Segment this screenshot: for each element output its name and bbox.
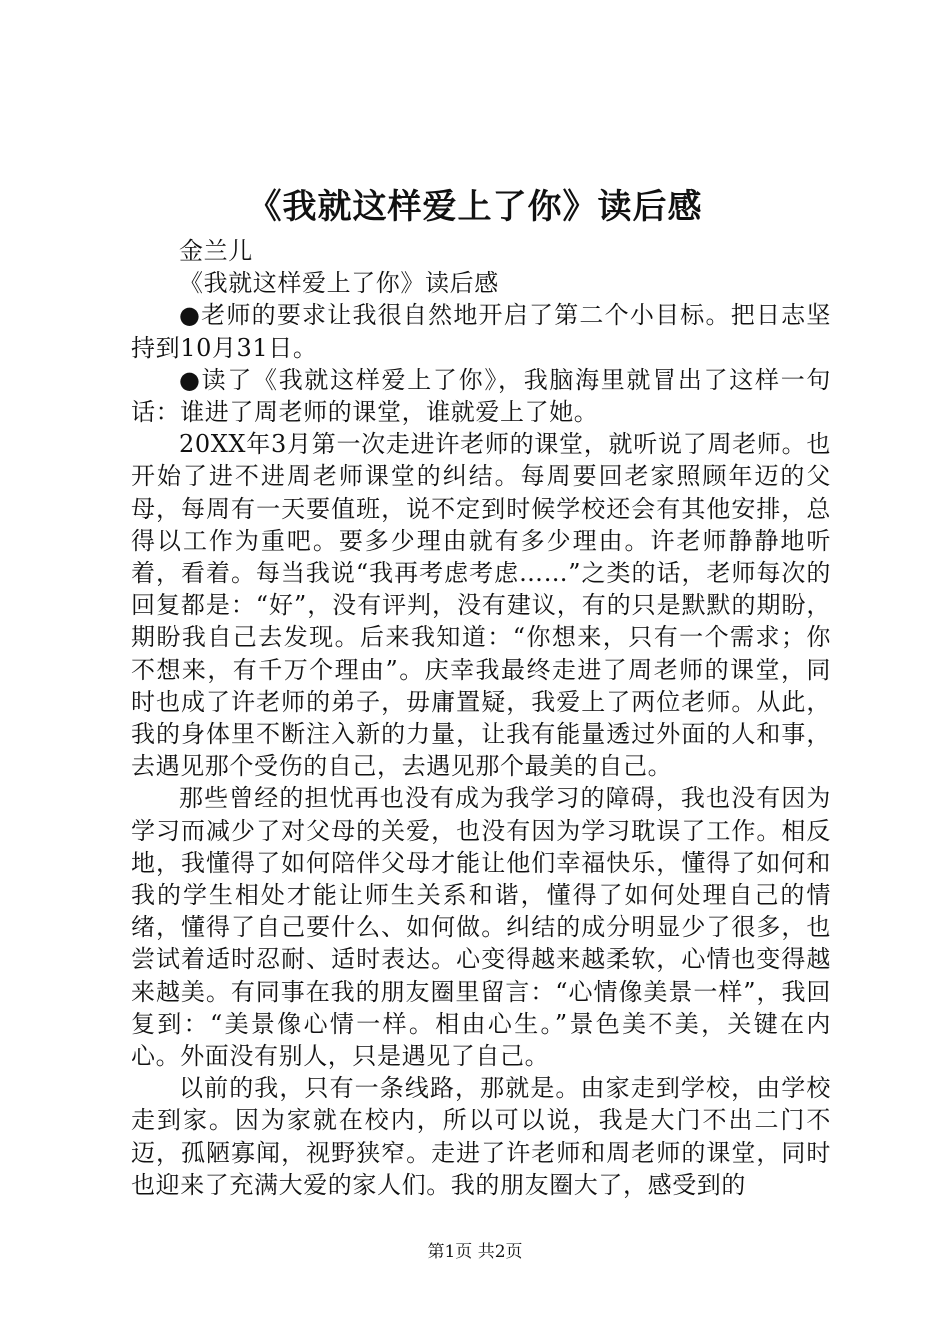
page-footer: 第1页 共2页 xyxy=(427,1242,523,1262)
bullet-paragraph-1: ●老师的要求让我很自然地开启了第二个小目标。把日志坚持到10月31日。 xyxy=(131,301,831,362)
body-paragraph-3: 以前的我，只有一条线路，那就是。由家走到学校，由学校走到家。因为家就在校内，所以可以说，我是大门不出二门不迈，孤陋寡闻，视野狭窄。走进了许老师和周老师的课堂，同时也迎来了充满大爱的家人们。我的朋友圈大了，感受到的 xyxy=(131,1074,831,1199)
body-paragraph-1: 20XX年3月第一次走进许老师的课堂，就听说了周老师。也开始了进不进周老师课堂的纠结。每周要回老家照顾年迈的父母，每周有一天要值班，说不定到时候学校还会有其他安排，总得以工作为重吧。要多少理由就有多少理由。许老师静静地听着，看着。每当我说“我再考虑考虑……”之类的话，老师每次的回复都是：“好”，没有评判，没有建议，有的只是默默的期盼，期盼我自己去发现。后来我知道：“你想来，只有一个需求；你不想来，有千万个理由”。庆幸我最终走进了周老师的课堂，同时也成了许老师的弟子，毋庸置疑，我爱上了两位老师。从此，我的身体里不断注入新的力量，让我有能量透过外面的人和事，去遇见那个受伤的自己，去遇见那个最美的自己。 xyxy=(131,430,831,781)
author-line: 金兰儿 xyxy=(179,237,253,265)
document-body xyxy=(131,235,831,1201)
body-paragraph-2: 那些曾经的担忧再也没有成为我学习的障碍，我也没有因为学习而减少了对父母的关爱，也没有因为学习耽误了工作。相反地，我懂得了如何陪伴父母才能让他们幸福快乐，懂得了如何和我的学生相处才能让师生关系和谐，懂得了如何处理自己的情绪，懂得了自己要什么、如何做。纠结的成分明显少了很多，也尝试着适时忍耐、适时表达。心变得越来越柔软，心情也变得越来越美。有同事在我的朋友圈里留言：“心情像美景一样”，我回复到：“美景像心情一样。相由心生。”景色美不美，关键在内心。外面没有别人，只是遇见了自己。 xyxy=(131,784,831,1071)
document-title: 《我就这样爱上了你》读后感 xyxy=(247,187,703,227)
subtitle-line: 《我就这样爱上了你》读后感 xyxy=(179,269,499,298)
bullet-paragraph-2: ●读了《我就这样爱上了你》，我脑海里就冒出了这样一句话：谁进了周老师的课堂，谁就爱上了她。 xyxy=(131,365,831,427)
